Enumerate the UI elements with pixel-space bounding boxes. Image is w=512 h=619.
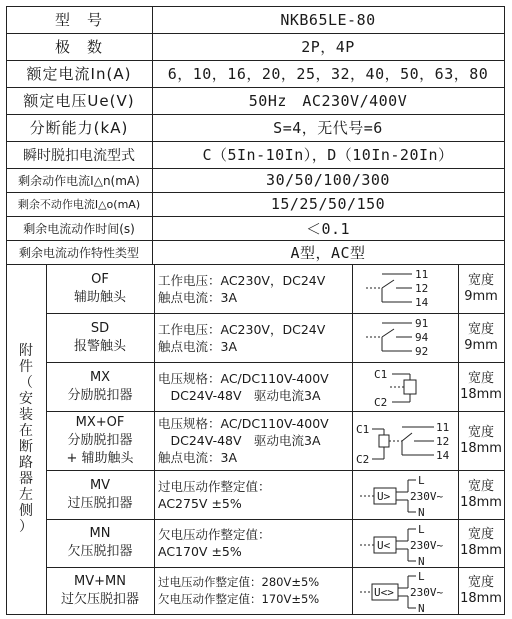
width-value: 18mm xyxy=(460,440,502,456)
value-rated-voltage: 50Hz AC230V/400V xyxy=(248,92,408,110)
width-label: 宽度 xyxy=(467,272,494,288)
label-poles: 极 数 xyxy=(54,38,103,56)
accessory-mxof-diagram xyxy=(352,411,458,470)
accessory-mx-diagram xyxy=(352,362,458,411)
accessory-mx-width xyxy=(458,362,504,411)
accessory-mv-name xyxy=(46,470,154,519)
accessory-mn-width xyxy=(458,519,504,567)
accessory-mv-width xyxy=(458,470,504,519)
desc-line: 工作电压：AC230V，DC24V xyxy=(158,272,326,288)
desc-line: DC24V-48V 驱动电流3A xyxy=(158,387,321,403)
accessory-sd-width xyxy=(458,313,504,362)
accessory-title: 辅助触头 xyxy=(73,289,126,305)
label-residual-operating-time: 剩余电流动作时间(s) xyxy=(23,221,135,236)
value-residual-operating-current: 30/50/100/300 xyxy=(266,171,390,189)
accessory-code: MN xyxy=(89,526,111,541)
terminal-11: 11 xyxy=(415,268,429,281)
group-char: 路 xyxy=(19,455,33,471)
desc-line: AC170V ±5% xyxy=(158,544,242,559)
label-residual-operating-current: 剩余动作电流I△n(mA) xyxy=(18,173,140,188)
terminal-c2: C2 xyxy=(356,453,370,466)
label-trip-type: 瞬时脱扣电流型式 xyxy=(23,147,135,164)
terminal-l: L xyxy=(418,570,425,583)
accessory-title: 过压脱扣器 xyxy=(67,495,133,511)
value-residual-characteristic: A型，AC型 xyxy=(290,243,366,262)
accessory-mxof-desc xyxy=(154,411,352,470)
accessory-title: 报警触头 xyxy=(73,338,126,354)
value-breaking-capacity: S=4，无代号=6 xyxy=(273,119,383,137)
desc-line: 触点电流：3A xyxy=(158,289,238,305)
label-residual-non-operating-current: 剩余不动作电流I△o(mA) xyxy=(17,198,141,211)
width-label: 宽度 xyxy=(467,370,494,386)
width-label: 宽度 xyxy=(467,478,494,494)
accessory-mx-desc xyxy=(154,362,352,411)
desc-line: 过电压动作整定值： xyxy=(158,478,271,494)
desc-line: 工作电压：AC230V，DC24V xyxy=(158,321,326,337)
terminal-l: L xyxy=(418,474,425,487)
width-label: 宽度 xyxy=(467,424,494,440)
terminal-94: 94 xyxy=(415,331,429,344)
undervoltage-symbol: U> xyxy=(377,490,391,503)
accessory-code: MX+OF xyxy=(75,414,125,430)
terminal-12: 12 xyxy=(436,435,450,448)
voltage-label: 230V~ xyxy=(410,490,444,503)
label-rated-voltage: 额定电压Ue(V) xyxy=(23,92,135,110)
value-residual-operating-time: ＜0.1 xyxy=(305,219,351,238)
accessory-sd-diagram xyxy=(352,313,458,362)
accessory-mx-name xyxy=(46,362,154,411)
terminal-11: 11 xyxy=(436,421,450,434)
accessory-mvmn-name xyxy=(46,567,154,614)
accessory-title: 分励脱扣器 xyxy=(67,387,133,403)
group-char: 左 xyxy=(19,487,33,503)
terminal-n: N xyxy=(418,555,425,567)
accessory-mn-name xyxy=(46,519,154,567)
group-char: 器 xyxy=(19,471,33,487)
terminal-c2: C2 xyxy=(374,396,388,409)
label-rated-current: 额定电流In(A) xyxy=(26,65,132,83)
group-char: 在 xyxy=(19,423,33,439)
group-char: （ xyxy=(19,375,33,391)
desc-line: 欠电压动作整定值：170V±5% xyxy=(158,591,320,606)
value-rated-current: 6，10，16，20，25，32，40，50，63，80 xyxy=(167,65,489,83)
terminal-n: N xyxy=(418,602,425,614)
width-label: 宽度 xyxy=(467,574,494,590)
label-model: 型 号 xyxy=(54,11,103,29)
accessory-mv-desc xyxy=(154,470,352,519)
accessory-code: SD xyxy=(90,320,110,336)
width-label: 宽度 xyxy=(467,321,494,337)
width-label: 宽度 xyxy=(467,527,494,542)
group-char: 装 xyxy=(19,407,33,423)
accessory-mn-diagram xyxy=(352,519,458,567)
group-char: 件 xyxy=(19,359,33,375)
terminal-14: 14 xyxy=(415,296,429,309)
accessory-mvmn-diagram xyxy=(352,567,458,614)
accessory-title: + 辅助触头 xyxy=(66,450,134,466)
terminal-l: L xyxy=(418,523,425,536)
accessory-code: MX xyxy=(89,369,111,385)
accessory-of-name xyxy=(46,264,154,313)
accessory-group-label xyxy=(6,264,46,614)
width-value: 9mm xyxy=(464,337,498,353)
desc-line: 欠电压动作整定值： xyxy=(158,527,271,542)
value-model: NKB65LE-80 xyxy=(280,10,376,29)
group-char: 侧 xyxy=(19,503,33,519)
terminal-91: 91 xyxy=(415,317,429,330)
accessory-title: 分励脱扣器 xyxy=(67,432,133,448)
spec-table xyxy=(6,6,505,614)
width-value: 18mm xyxy=(460,590,502,606)
group-char: ） xyxy=(19,519,33,535)
accessory-code: OF xyxy=(91,271,109,287)
width-value: 9mm xyxy=(464,288,498,304)
group-char: 附 xyxy=(19,343,33,359)
terminal-14: 14 xyxy=(436,449,450,462)
value-poles: 2P，4P xyxy=(301,38,355,56)
accessory-mxof-width xyxy=(458,411,504,470)
desc-line: DC24V-48V 驱动电流3A xyxy=(158,433,321,448)
undervoltage-symbol: U< xyxy=(377,539,391,552)
terminal-92: 92 xyxy=(415,345,429,358)
group-char: 安 xyxy=(19,391,33,407)
accessory-mv-diagram xyxy=(352,470,458,519)
accessory-code: MV+MN xyxy=(74,573,126,589)
accessory-mvmn-desc xyxy=(154,567,352,614)
desc-line: AC275V ±5% xyxy=(158,495,242,511)
desc-line: 触点电流：3A xyxy=(158,450,238,465)
accessory-of-desc xyxy=(154,264,352,313)
accessory-sd-name xyxy=(46,313,154,362)
label-breaking-capacity: 分断能力(kA) xyxy=(29,119,129,137)
over-under-voltage-symbol: U<> xyxy=(374,586,394,599)
desc-line: 过电压动作整定值：280V±5% xyxy=(158,574,320,589)
accessory-title: 过欠压脱扣器 xyxy=(60,591,139,607)
terminal-c1: C1 xyxy=(374,368,388,381)
value-residual-non-operating-current: 15/25/50/150 xyxy=(270,195,386,213)
desc-line: 电压规格：AC/DC110V-400V xyxy=(158,370,329,386)
voltage-label: 230V~ xyxy=(410,539,444,552)
accessory-of-width xyxy=(458,264,504,313)
accessory-of-diagram xyxy=(352,264,458,313)
terminal-n: N xyxy=(418,506,425,519)
terminal-c1: C1 xyxy=(356,423,370,436)
width-value: 18mm xyxy=(460,386,502,402)
accessory-mvmn-width xyxy=(458,567,504,614)
desc-line: 电压规格：AC/DC110V-400V xyxy=(158,416,329,431)
width-value: 18mm xyxy=(460,543,502,558)
accessory-sd-desc xyxy=(154,313,352,362)
label-residual-characteristic: 剩余电流动作特性类型 xyxy=(18,245,139,260)
terminal-12: 12 xyxy=(415,282,429,295)
accessory-code: MV xyxy=(89,477,111,493)
desc-line: 触点电流：3A xyxy=(158,338,238,354)
voltage-label: 230V~ xyxy=(410,586,444,599)
accessory-mxof-name xyxy=(46,411,154,470)
value-trip-type: C（5In-10In），D（10In-20In） xyxy=(202,146,454,164)
accessory-mn-desc xyxy=(154,519,352,567)
width-value: 18mm xyxy=(460,494,502,510)
accessory-title: 欠压脱扣器 xyxy=(67,544,133,559)
group-char: 断 xyxy=(19,439,33,455)
